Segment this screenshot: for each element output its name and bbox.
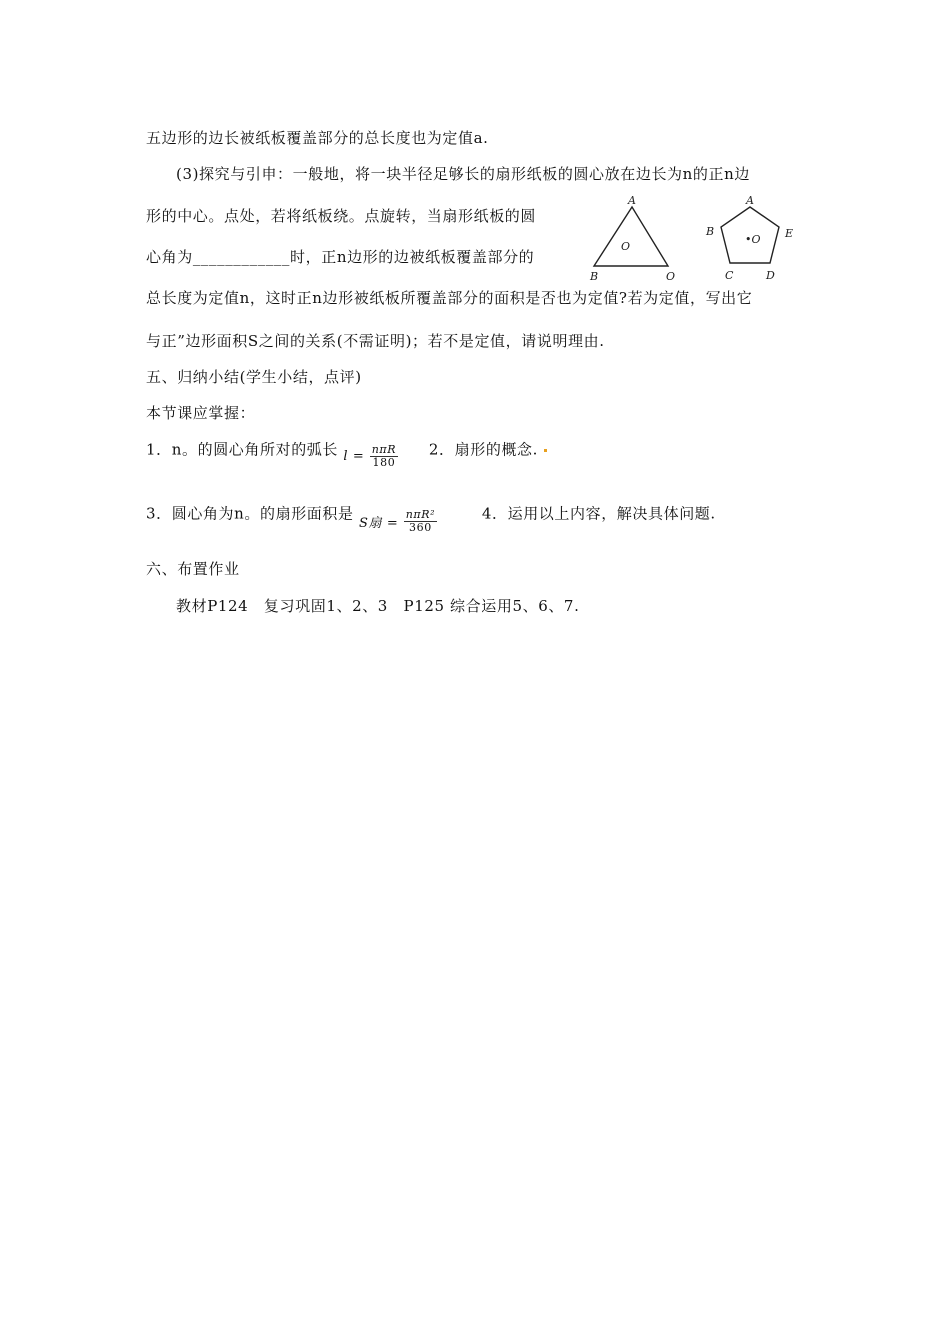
triangle-label-b: B <box>590 270 599 283</box>
polygon-figure <box>584 193 814 285</box>
highlight-mark <box>544 449 547 452</box>
homework-line: 教材P124 复习巩固1、2、3 P125 综合运用5、6、7. <box>176 597 580 615</box>
summary-item-4: 4．运用以上内容，解决具体问题. <box>481 504 716 523</box>
paragraph-line-5: 总长度为定值n，这时正n边形被纸板所覆盖部分的面积是否也为定值?若为定值，写出它 <box>146 289 753 307</box>
sector-area-lhs: S扇 = <box>358 516 399 531</box>
text-angle-suffix: 时，正n边形的边被纸板覆盖部分的 <box>290 248 535 266</box>
arc-length-numerator: nπR <box>371 443 397 456</box>
triangle-label-a: A <box>628 194 636 207</box>
paragraph-line-6: 与正”边形面积S之间的关系(不需证明)；若不是定值，请说明理由. <box>146 332 605 350</box>
sector-area-denominator: 360 <box>409 521 432 534</box>
triangle-label-o: O <box>666 270 676 283</box>
sector-area-formula <box>359 509 437 534</box>
arc-length-formula <box>343 444 398 469</box>
summary-item-3 <box>146 502 716 534</box>
paragraph-line-1: 五边形的边长被纸板覆盖部分的总长度也为定值a. <box>146 129 489 147</box>
summary-item-2: 2．扇形的概念. <box>428 440 539 459</box>
triangle-center-label: O <box>621 240 631 253</box>
arc-length-denominator: 180 <box>372 456 396 469</box>
paragraph-line-4 <box>146 246 534 267</box>
text-angle-prefix: 心角为 <box>146 248 193 266</box>
pentagon-label-a: A <box>746 194 754 207</box>
summary-item-3-text: 3．圆心角为n。的扇形面积是 <box>146 504 354 523</box>
triangle-figure <box>589 194 675 283</box>
pentagon-label-e: E <box>785 227 794 240</box>
summary-item-1-text: 1．n。的圆心角所对的弧长 <box>146 440 339 459</box>
pentagon-figure <box>705 194 793 282</box>
paragraph-line-2: (3)探究与引申：一般地，将一块半径足够长的扇形纸板的圆心放在边长为n的正n边 <box>176 165 750 183</box>
section-heading-homework: 六、布置作业 <box>146 560 240 578</box>
pentagon-label-d: D <box>766 269 775 282</box>
arc-length-lhs: l = <box>343 449 365 464</box>
answer-blank: ____________ <box>192 248 291 266</box>
pentagon-label-c: C <box>725 269 734 282</box>
paragraph-line-3: 形的中心。点处，若将纸板绕。点旋转，当扇形纸板的圆 <box>146 207 537 225</box>
summary-item-1 <box>146 438 547 469</box>
summary-lead: 本节课应掌握： <box>146 404 256 422</box>
section-heading-summary: 五、归纳小结(学生小结，点评) <box>146 368 362 386</box>
pentagon-label-b: B <box>706 225 715 238</box>
pentagon-center-label: •O <box>745 233 761 246</box>
sector-area-numerator: nπR² <box>405 508 436 521</box>
